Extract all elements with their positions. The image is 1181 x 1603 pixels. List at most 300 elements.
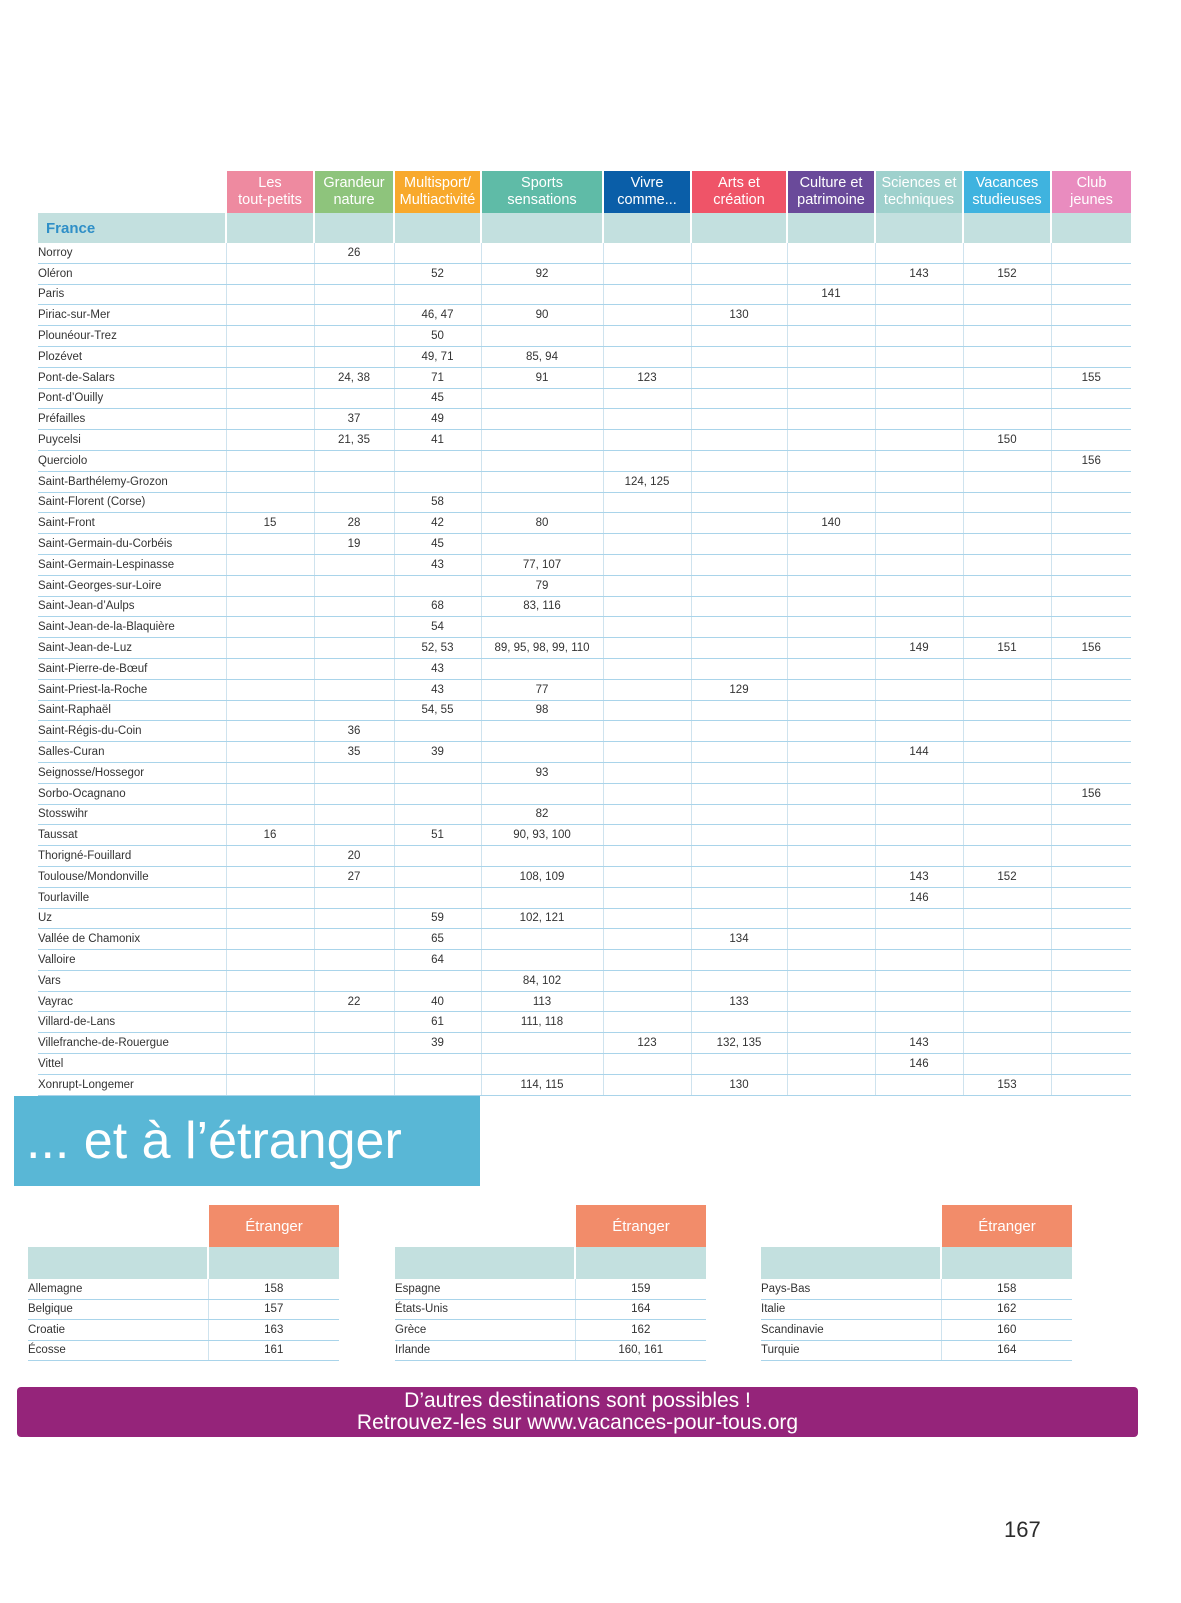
page-ref-cell bbox=[226, 887, 314, 908]
section-band-cell bbox=[481, 213, 603, 243]
table-row bbox=[38, 388, 1131, 409]
page-ref-cell bbox=[963, 721, 1051, 742]
page-ref-cell bbox=[481, 950, 603, 971]
table-row bbox=[38, 346, 1131, 367]
page-ref-cell bbox=[226, 846, 314, 867]
page-ref-cell bbox=[787, 430, 875, 451]
page-ref-cell bbox=[394, 243, 481, 263]
page-ref-cell: 114, 115 bbox=[481, 1074, 603, 1095]
page-ref-cell bbox=[875, 243, 963, 263]
table-row bbox=[761, 1279, 1072, 1299]
page-ref-cell bbox=[875, 554, 963, 575]
page-ref-cell: 58 bbox=[394, 492, 481, 513]
table-row bbox=[38, 1012, 1131, 1033]
page-ref-cell bbox=[481, 1033, 603, 1054]
country-name: Pays-Bas bbox=[761, 1279, 941, 1299]
page-ref-cell: 156 bbox=[1051, 638, 1131, 659]
page-ref-cell bbox=[394, 284, 481, 305]
page-ref-cell bbox=[691, 825, 787, 846]
page-ref-cell bbox=[1051, 492, 1131, 513]
page-ref-cell bbox=[787, 263, 875, 284]
page-ref-cell bbox=[963, 825, 1051, 846]
page-ref-cell bbox=[314, 346, 394, 367]
page-ref-cell bbox=[481, 284, 603, 305]
page-ref-cell bbox=[963, 346, 1051, 367]
page-ref-cell: 71 bbox=[394, 367, 481, 388]
table-row bbox=[38, 305, 1131, 326]
other-destinations-banner bbox=[17, 1387, 1138, 1437]
page-ref-cell bbox=[875, 450, 963, 471]
page-ref-cell bbox=[481, 742, 603, 763]
page-ref-cell bbox=[691, 243, 787, 263]
page-ref-cell bbox=[603, 1054, 691, 1075]
page-ref-cell bbox=[963, 658, 1051, 679]
page-ref-cell: 111, 118 bbox=[481, 1012, 603, 1033]
page-ref-cell bbox=[1051, 1054, 1131, 1075]
table-row bbox=[38, 243, 1131, 263]
destination-name: Saint-Jean-de-la-Blaquière bbox=[38, 617, 226, 638]
page-ref-cell: 149 bbox=[875, 638, 963, 659]
table-row bbox=[38, 575, 1131, 596]
page-ref-cell bbox=[963, 887, 1051, 908]
page-ref-cell bbox=[1051, 991, 1131, 1012]
page-ref-cell: 156 bbox=[1051, 450, 1131, 471]
header-blank-cell bbox=[395, 1205, 575, 1247]
page-ref-cell bbox=[691, 638, 787, 659]
table-row bbox=[38, 1033, 1131, 1054]
destination-name: Saint-Germain-Lespinasse bbox=[38, 554, 226, 575]
table-row bbox=[28, 1320, 339, 1341]
page-ref-cell bbox=[226, 908, 314, 929]
page-ref-cell: 93 bbox=[481, 762, 603, 783]
page-ref-cell: 79 bbox=[481, 575, 603, 596]
page-ref-cell bbox=[603, 596, 691, 617]
page-ref-cell bbox=[226, 991, 314, 1012]
page-ref-cell: 129 bbox=[691, 679, 787, 700]
category-header: Vivre comme... bbox=[603, 171, 691, 213]
page-ref-cell: 141 bbox=[787, 284, 875, 305]
page-ref-cell bbox=[226, 866, 314, 887]
page-ref-cell bbox=[603, 243, 691, 263]
table-row bbox=[38, 783, 1131, 804]
page-ref-cell bbox=[875, 846, 963, 867]
page-ref-cell: 143 bbox=[875, 263, 963, 284]
table-row bbox=[38, 825, 1131, 846]
page-ref-cell: 158 bbox=[208, 1279, 339, 1299]
page-ref-cell: 61 bbox=[394, 1012, 481, 1033]
page-ref-cell: 40 bbox=[394, 991, 481, 1012]
page-ref-cell bbox=[963, 388, 1051, 409]
page-ref-cell bbox=[314, 326, 394, 347]
destination-name: Vars bbox=[38, 970, 226, 991]
page-ref-cell bbox=[963, 929, 1051, 950]
page-ref-cell bbox=[691, 596, 787, 617]
page-ref-cell bbox=[963, 1054, 1051, 1075]
page-ref-cell bbox=[1051, 950, 1131, 971]
page-ref-cell bbox=[875, 388, 963, 409]
page-ref-cell bbox=[691, 346, 787, 367]
table-row bbox=[38, 804, 1131, 825]
page-ref-cell bbox=[1051, 970, 1131, 991]
destination-name: Vayrac bbox=[38, 991, 226, 1012]
page-ref-cell bbox=[314, 596, 394, 617]
page-ref-cell bbox=[394, 762, 481, 783]
page-ref-cell bbox=[314, 263, 394, 284]
table-row bbox=[38, 1074, 1131, 1095]
page-ref-cell: 39 bbox=[394, 742, 481, 763]
page-ref-cell bbox=[963, 409, 1051, 430]
page-ref-cell: 153 bbox=[963, 1074, 1051, 1095]
destination-name: Querciolo bbox=[38, 450, 226, 471]
page-ref-cell bbox=[603, 450, 691, 471]
destination-name: Tourlaville bbox=[38, 887, 226, 908]
table-row bbox=[38, 742, 1131, 763]
page-ref-cell bbox=[481, 846, 603, 867]
page-ref-cell bbox=[226, 575, 314, 596]
page-ref-cell bbox=[787, 658, 875, 679]
page-ref-cell bbox=[603, 554, 691, 575]
page-ref-cell: 85, 94 bbox=[481, 346, 603, 367]
section-band-cell bbox=[575, 1247, 706, 1279]
page-ref-cell bbox=[691, 471, 787, 492]
table-row bbox=[38, 846, 1131, 867]
page-ref-cell: 163 bbox=[208, 1320, 339, 1341]
page-ref-cell bbox=[603, 742, 691, 763]
page-ref-cell bbox=[603, 1074, 691, 1095]
page-ref-cell: 68 bbox=[394, 596, 481, 617]
page-ref-cell: 51 bbox=[394, 825, 481, 846]
destination-name: Vallée de Chamonix bbox=[38, 929, 226, 950]
page-ref-cell: 45 bbox=[394, 388, 481, 409]
page-ref-cell: 46, 47 bbox=[394, 305, 481, 326]
table-row bbox=[38, 326, 1131, 347]
section-band-cell bbox=[603, 213, 691, 243]
page-ref-cell bbox=[226, 950, 314, 971]
destination-name: Saint-Florent (Corse) bbox=[38, 492, 226, 513]
page-ref-cell: 19 bbox=[314, 534, 394, 555]
page-ref-cell bbox=[481, 430, 603, 451]
country-name: Italie bbox=[761, 1299, 941, 1320]
page-ref-cell bbox=[963, 513, 1051, 534]
page-ref-cell: 49, 71 bbox=[394, 346, 481, 367]
page-ref-cell bbox=[875, 679, 963, 700]
destination-name: Sorbo-Ocagnano bbox=[38, 783, 226, 804]
page-ref-cell bbox=[314, 450, 394, 471]
page-ref-cell bbox=[787, 908, 875, 929]
page-ref-cell: 113 bbox=[481, 991, 603, 1012]
page-ref-cell bbox=[963, 326, 1051, 347]
page-ref-cell bbox=[226, 430, 314, 451]
category-header: Les tout-petits bbox=[226, 171, 314, 213]
page-ref-cell bbox=[1051, 762, 1131, 783]
page-ref-cell: 84, 102 bbox=[481, 970, 603, 991]
page-ref-cell bbox=[314, 1054, 394, 1075]
page-ref-cell bbox=[226, 596, 314, 617]
page-ref-cell: 49 bbox=[394, 409, 481, 430]
page-ref-cell bbox=[787, 1074, 875, 1095]
table-row bbox=[38, 492, 1131, 513]
page-ref-cell bbox=[963, 679, 1051, 700]
destination-name: Oléron bbox=[38, 263, 226, 284]
page-ref-cell: 59 bbox=[394, 908, 481, 929]
page-ref-cell: 134 bbox=[691, 929, 787, 950]
page-ref-cell bbox=[603, 1012, 691, 1033]
page-ref-cell: 22 bbox=[314, 991, 394, 1012]
page-ref-cell bbox=[691, 409, 787, 430]
table-row bbox=[38, 534, 1131, 555]
page-ref-cell bbox=[875, 1074, 963, 1095]
table-row bbox=[38, 409, 1131, 430]
page-number: 167 bbox=[1004, 1517, 1041, 1542]
page-ref-cell: 132, 135 bbox=[691, 1033, 787, 1054]
page-ref-cell bbox=[963, 742, 1051, 763]
page-ref-cell bbox=[787, 243, 875, 263]
page-ref-cell bbox=[787, 450, 875, 471]
page-ref-cell bbox=[787, 721, 875, 742]
page-ref-cell bbox=[1051, 679, 1131, 700]
page-ref-cell: 160 bbox=[941, 1320, 1072, 1341]
page-ref-cell bbox=[314, 638, 394, 659]
page-ref-cell bbox=[394, 450, 481, 471]
page-ref-cell: 161 bbox=[208, 1340, 339, 1361]
header-blank-cell bbox=[38, 171, 226, 213]
page-ref-cell bbox=[787, 617, 875, 638]
page-ref-cell bbox=[691, 742, 787, 763]
page-ref-cell: 65 bbox=[394, 929, 481, 950]
page-ref-cell bbox=[314, 1012, 394, 1033]
page-ref-cell bbox=[875, 825, 963, 846]
page-ref-cell bbox=[1051, 305, 1131, 326]
page-ref-cell bbox=[226, 367, 314, 388]
category-header: Sports sensations bbox=[481, 171, 603, 213]
page-ref-cell bbox=[603, 513, 691, 534]
page-ref-cell: 43 bbox=[394, 679, 481, 700]
page-ref-cell bbox=[787, 970, 875, 991]
page-ref-cell bbox=[1051, 596, 1131, 617]
page-ref-cell bbox=[226, 783, 314, 804]
page-ref-cell bbox=[394, 887, 481, 908]
page-ref-cell bbox=[691, 367, 787, 388]
page-ref-cell bbox=[787, 846, 875, 867]
page-ref-cell bbox=[691, 450, 787, 471]
page-ref-cell bbox=[875, 950, 963, 971]
page-ref-cell bbox=[481, 409, 603, 430]
abroad-header-row bbox=[28, 1205, 339, 1247]
page-ref-cell: 35 bbox=[314, 742, 394, 763]
page-ref-cell: 162 bbox=[575, 1320, 706, 1341]
page-ref-cell: 152 bbox=[963, 263, 1051, 284]
destination-name: Piriac-sur-Mer bbox=[38, 305, 226, 326]
banner-line-2: Retrouvez-les sur www.vacances-pour-tous.org bbox=[356, 1411, 799, 1434]
page-ref-cell bbox=[603, 430, 691, 451]
destination-name: Saint-Germain-du-Corbéis bbox=[38, 534, 226, 555]
page-ref-cell bbox=[394, 721, 481, 742]
page-ref-cell: 102, 121 bbox=[481, 908, 603, 929]
page-ref-cell: 16 bbox=[226, 825, 314, 846]
page-ref-cell bbox=[787, 1012, 875, 1033]
page-ref-cell bbox=[875, 721, 963, 742]
abroad-header: Étranger bbox=[941, 1205, 1072, 1247]
section-band-cell bbox=[787, 213, 875, 243]
abroad-table bbox=[28, 1205, 339, 1361]
page-ref-cell bbox=[1051, 534, 1131, 555]
table-row bbox=[38, 263, 1131, 284]
page-ref-cell bbox=[394, 866, 481, 887]
page-ref-cell bbox=[787, 367, 875, 388]
page-ref-cell: 156 bbox=[1051, 783, 1131, 804]
destination-name: Saint-Jean-d’Aulps bbox=[38, 596, 226, 617]
table-row bbox=[38, 617, 1131, 638]
page-ref-cell: 164 bbox=[575, 1299, 706, 1320]
page-ref-cell: 143 bbox=[875, 1033, 963, 1054]
page-ref-cell: 41 bbox=[394, 430, 481, 451]
page-ref-cell bbox=[963, 1033, 1051, 1054]
page-ref-cell bbox=[875, 596, 963, 617]
page-ref-cell bbox=[875, 1012, 963, 1033]
page-ref-cell bbox=[1051, 1012, 1131, 1033]
page-ref-cell bbox=[691, 762, 787, 783]
destination-name: Toulouse/Mondonville bbox=[38, 866, 226, 887]
destination-name: Saint-Pierre-de-Bœuf bbox=[38, 658, 226, 679]
page-ref-cell bbox=[691, 575, 787, 596]
page-ref-cell: 15 bbox=[226, 513, 314, 534]
country-name: Grèce bbox=[395, 1320, 575, 1341]
page-ref-cell: 140 bbox=[787, 513, 875, 534]
page-ref-cell bbox=[691, 804, 787, 825]
page-ref-cell: 124, 125 bbox=[603, 471, 691, 492]
page-ref-cell bbox=[691, 908, 787, 929]
page-ref-cell bbox=[1051, 326, 1131, 347]
table-row bbox=[28, 1299, 339, 1320]
page-ref-cell bbox=[1051, 908, 1131, 929]
page-ref-cell bbox=[875, 929, 963, 950]
page-ref-cell bbox=[1051, 617, 1131, 638]
table-row bbox=[395, 1299, 706, 1320]
page-ref-cell bbox=[1051, 513, 1131, 534]
page-ref-cell bbox=[875, 617, 963, 638]
page-ref-cell bbox=[226, 534, 314, 555]
page-ref-cell bbox=[481, 783, 603, 804]
table-row bbox=[395, 1320, 706, 1341]
table-row bbox=[38, 638, 1131, 659]
page-ref-cell bbox=[963, 762, 1051, 783]
page-ref-cell bbox=[963, 534, 1051, 555]
page-ref-cell bbox=[226, 1012, 314, 1033]
page-ref-cell bbox=[603, 638, 691, 659]
page-ref-cell bbox=[603, 866, 691, 887]
page-ref-cell: 26 bbox=[314, 243, 394, 263]
section-band-cell bbox=[314, 213, 394, 243]
destination-name: Xonrupt-Longemer bbox=[38, 1074, 226, 1095]
france-destinations-table bbox=[38, 171, 1131, 1096]
section-band-cell bbox=[875, 213, 963, 243]
page-ref-cell: 164 bbox=[941, 1340, 1072, 1361]
destination-name: Villefranche-de-Rouergue bbox=[38, 1033, 226, 1054]
page-ref-cell bbox=[314, 471, 394, 492]
page-ref-cell bbox=[787, 783, 875, 804]
page-ref-cell bbox=[226, 284, 314, 305]
page-ref-cell bbox=[875, 991, 963, 1012]
page-ref-cell bbox=[787, 887, 875, 908]
page-ref-cell bbox=[787, 346, 875, 367]
page-ref-cell bbox=[875, 284, 963, 305]
page-ref-cell: 28 bbox=[314, 513, 394, 534]
section-band-cell bbox=[941, 1247, 1072, 1279]
page-ref-cell: 108, 109 bbox=[481, 866, 603, 887]
country-name: Écosse bbox=[28, 1340, 208, 1361]
page-ref-cell bbox=[226, 305, 314, 326]
table-row bbox=[38, 430, 1131, 451]
page-ref-cell bbox=[691, 887, 787, 908]
page-ref-cell bbox=[875, 534, 963, 555]
page-ref-cell bbox=[226, 638, 314, 659]
page-ref-cell bbox=[314, 554, 394, 575]
section-band-cell bbox=[963, 213, 1051, 243]
destination-name: Plounéour-Trez bbox=[38, 326, 226, 347]
page-ref-cell bbox=[963, 554, 1051, 575]
page-ref-cell bbox=[603, 950, 691, 971]
france-section-band bbox=[38, 213, 1131, 243]
page-ref-cell: 52, 53 bbox=[394, 638, 481, 659]
page-ref-cell bbox=[603, 409, 691, 430]
page-ref-cell bbox=[787, 700, 875, 721]
header-blank-cell bbox=[761, 1205, 941, 1247]
page-ref-cell bbox=[1051, 346, 1131, 367]
page-ref-cell bbox=[226, 679, 314, 700]
page-ref-cell bbox=[963, 783, 1051, 804]
header-blank-cell bbox=[28, 1205, 208, 1247]
page-ref-cell bbox=[603, 721, 691, 742]
section-band-cell bbox=[208, 1247, 339, 1279]
page-ref-cell: 52 bbox=[394, 263, 481, 284]
page-ref-cell bbox=[481, 721, 603, 742]
page-ref-cell bbox=[691, 1012, 787, 1033]
page-ref-cell bbox=[226, 388, 314, 409]
category-header-row bbox=[38, 171, 1131, 213]
abroad-header-row bbox=[761, 1205, 1072, 1247]
page-ref-cell: 39 bbox=[394, 1033, 481, 1054]
page-ref-cell bbox=[394, 575, 481, 596]
page-ref-cell bbox=[875, 762, 963, 783]
destination-name: Thorigné-Fouillard bbox=[38, 846, 226, 867]
page-ref-cell bbox=[603, 846, 691, 867]
page-ref-cell bbox=[787, 305, 875, 326]
page-ref-cell: 133 bbox=[691, 991, 787, 1012]
destination-name: Vittel bbox=[38, 1054, 226, 1075]
table-row bbox=[38, 596, 1131, 617]
page-ref-cell bbox=[963, 492, 1051, 513]
page-ref-cell bbox=[394, 970, 481, 991]
page-ref-cell bbox=[603, 617, 691, 638]
page-ref-cell bbox=[963, 804, 1051, 825]
page-ref-cell bbox=[963, 471, 1051, 492]
page-ref-cell: 144 bbox=[875, 742, 963, 763]
table-row bbox=[38, 513, 1131, 534]
page-ref-cell bbox=[963, 700, 1051, 721]
page-ref-cell bbox=[603, 388, 691, 409]
page-ref-cell: 90 bbox=[481, 305, 603, 326]
page-ref-cell bbox=[691, 700, 787, 721]
page-ref-cell bbox=[691, 513, 787, 534]
page-ref-cell: 37 bbox=[314, 409, 394, 430]
page-ref-cell: 130 bbox=[691, 1074, 787, 1095]
page-ref-cell: 162 bbox=[941, 1299, 1072, 1320]
abroad-table bbox=[761, 1205, 1072, 1361]
page-ref-cell bbox=[875, 908, 963, 929]
page-ref-cell bbox=[787, 409, 875, 430]
country-name: Scandinavie bbox=[761, 1320, 941, 1341]
page-ref-cell: 24, 38 bbox=[314, 367, 394, 388]
